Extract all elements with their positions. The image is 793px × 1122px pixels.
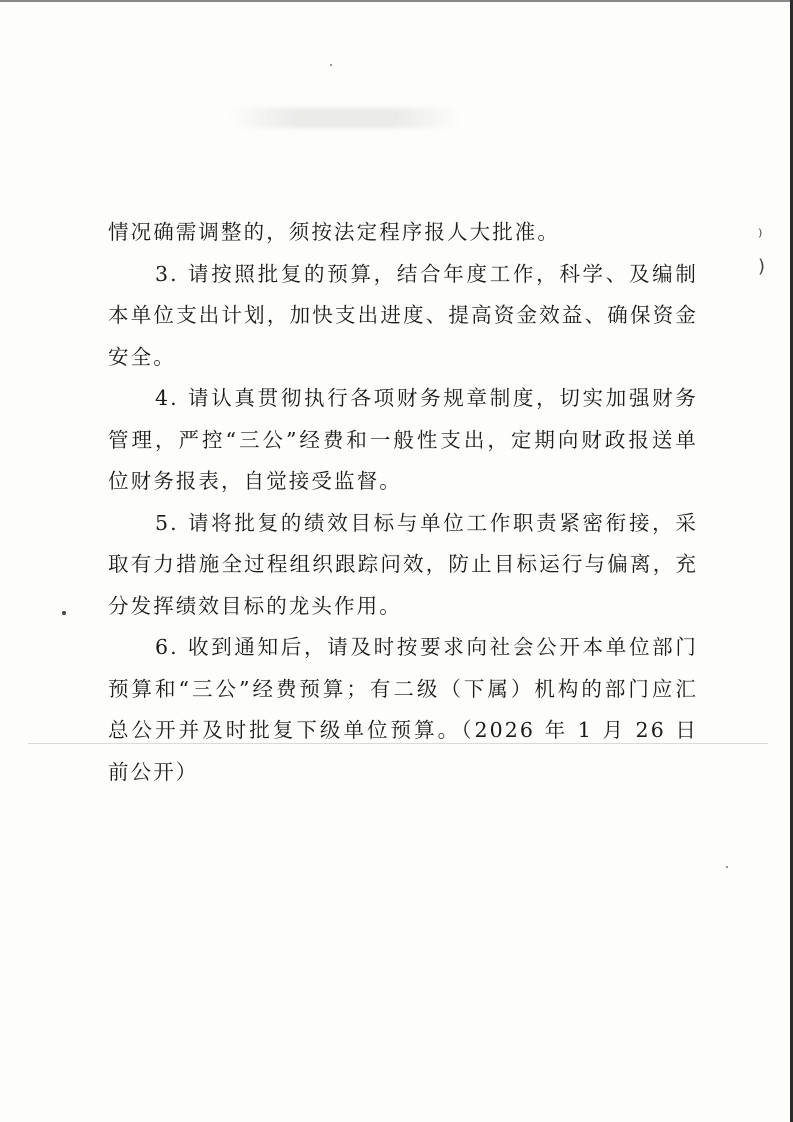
- scan-speck: [62, 611, 66, 615]
- paragraph-item-6: 6. 收到通知后，请及时按要求向社会公开本单位部门预算和“三公”经费预算；有二级（下属）机构的部门应汇总公开并及时批复下级单位预算。（2026 年 1 月 26 日前公开）: [108, 635, 698, 784]
- paragraph-item-5: 5. 请将批复的绩效目标与单位工作职责紧密衔接，采取有力措施全过程组织跟踪问效，防止目标运行与偏离，充分发挥绩效目标的龙头作用。: [108, 510, 698, 618]
- paragraph-item-3: 3. 请按照批复的预算，结合年度工作，科学、及编制本单位支出计划，加快支出进度、提高资金效益、确保资金安全。: [108, 261, 698, 369]
- document-body: [108, 212, 698, 793]
- scan-speck: [726, 866, 728, 868]
- scan-speck: [330, 64, 332, 66]
- margin-mark: ): [758, 256, 766, 277]
- paragraph-continuation: 情况确需调整的，须按法定程序报人大批准。: [108, 220, 560, 244]
- show-through-smudge: [230, 108, 460, 128]
- margin-mark: ⁾: [758, 226, 763, 247]
- paragraph-item-4: 4. 请认真贯彻执行各项财务规章制度，切实加强财务管理，严控“三公”经费和一般性支出，定期向财政报送单位财务报表，自觉接受监督。: [108, 386, 698, 493]
- scan-top-edge: [0, 0, 793, 2]
